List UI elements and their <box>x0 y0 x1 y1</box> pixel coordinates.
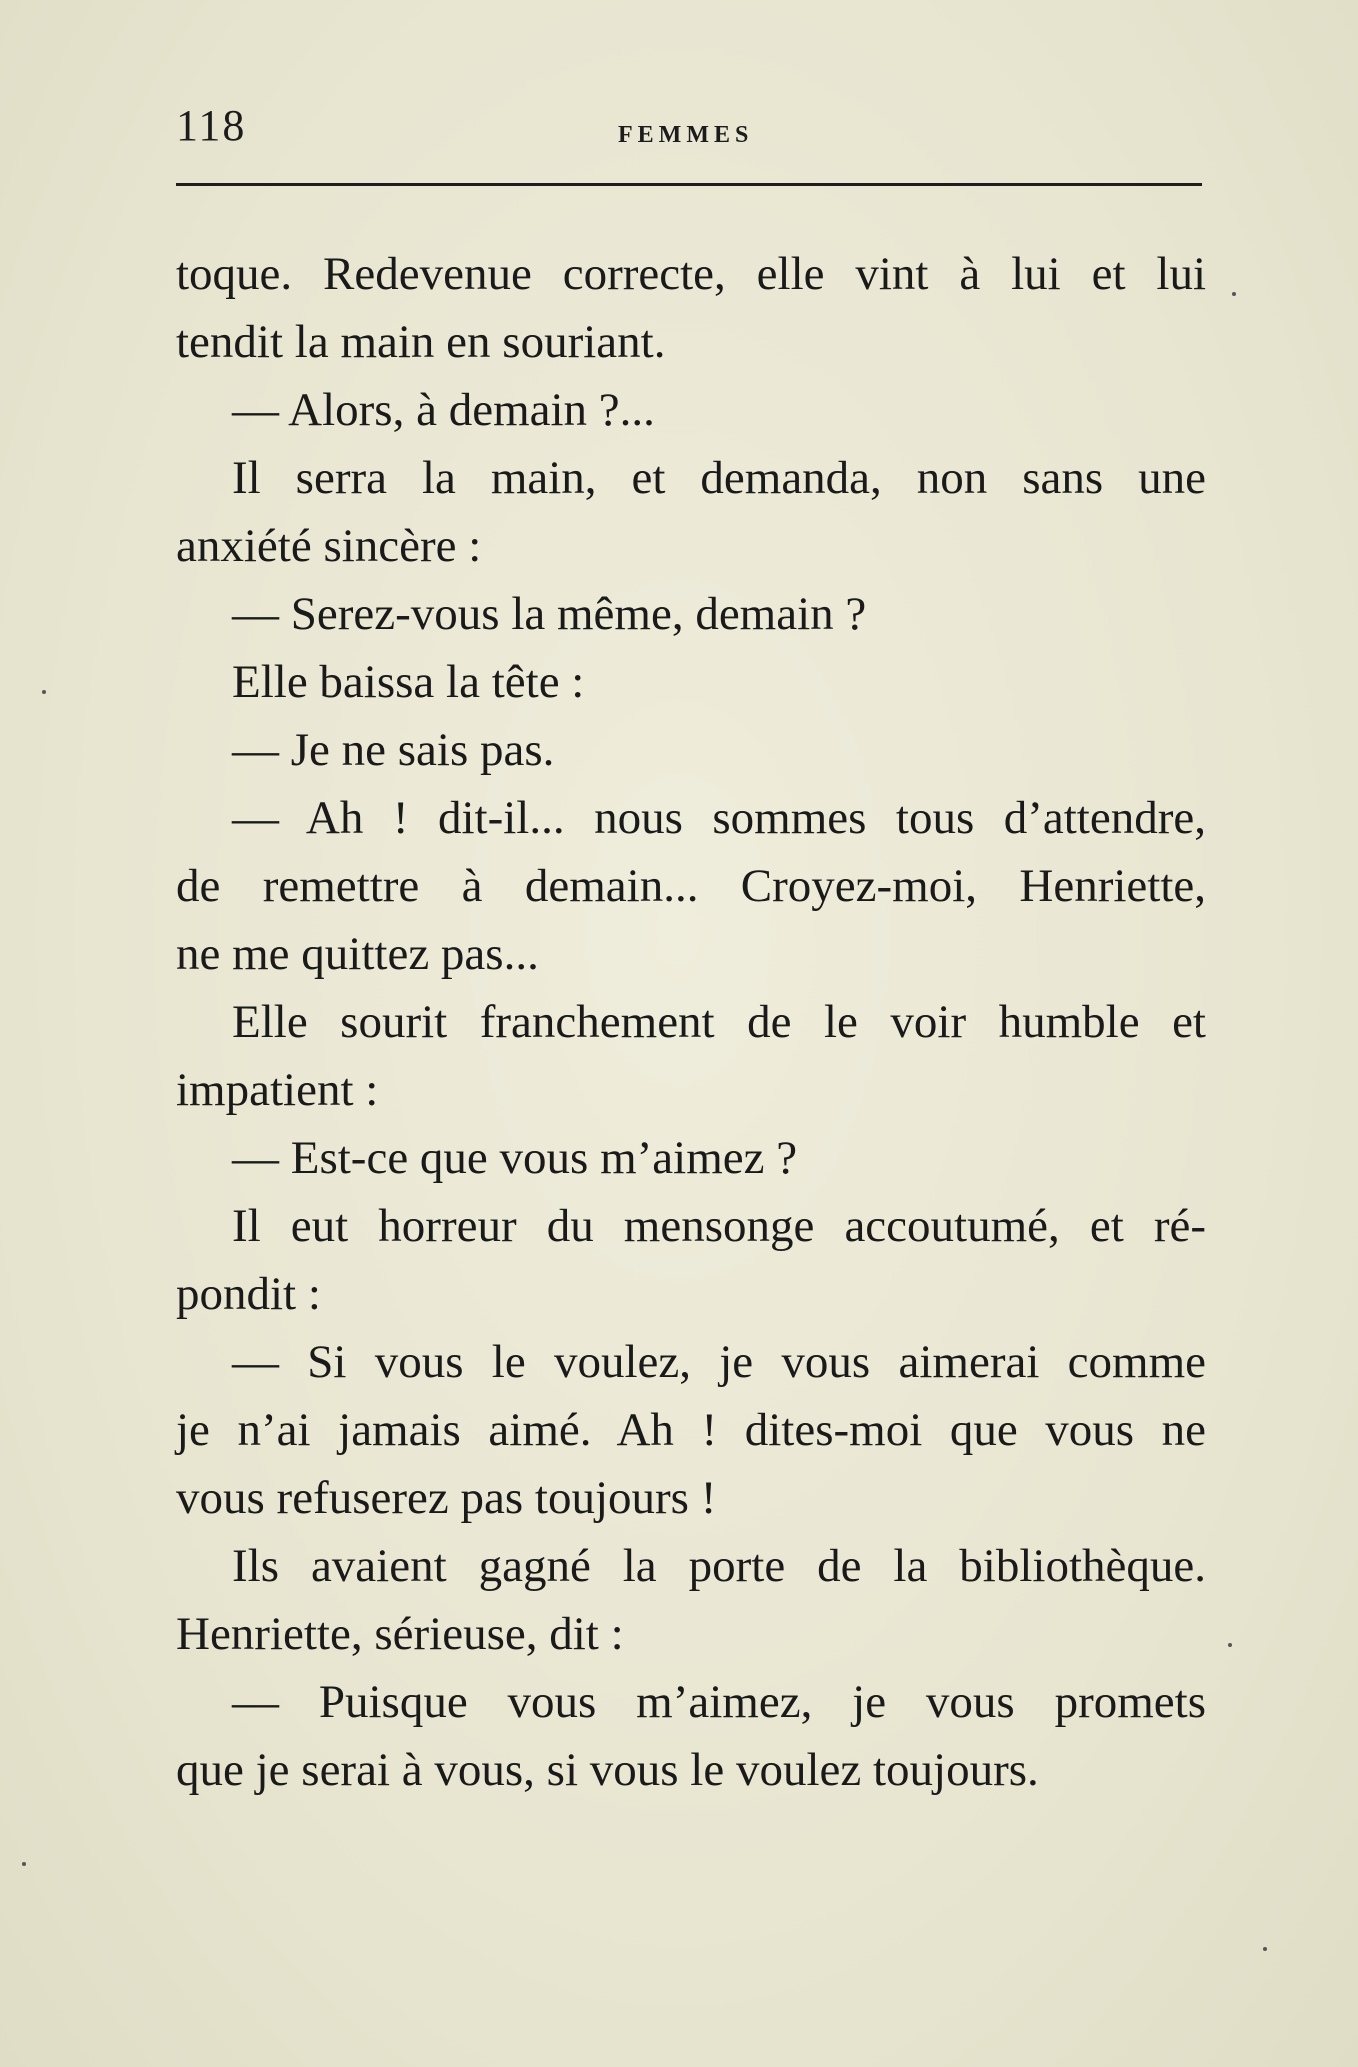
text-line: anxiété sincère : <box>176 520 482 572</box>
text-line: Il serra la main, et demanda, non sans une <box>232 452 1206 504</box>
page-header <box>176 100 1202 160</box>
text-line: — Est-ce que vous m’aimez ? <box>232 1132 798 1184</box>
page-number: 118 <box>176 101 247 150</box>
text-line: Ils avaient gagné la porte de la bibliothèque. <box>232 1540 1206 1592</box>
text-line: Il eut horreur du mensonge accoutumé, et ré- <box>232 1200 1206 1252</box>
paper-speck <box>1228 1643 1232 1647</box>
text-line: je n’ai jamais aimé. Ah ! dites-moi que vous ne <box>176 1404 1206 1456</box>
header-rule <box>176 183 1202 186</box>
text-line: toque. Redevenue correcte, elle vint à lui et lui <box>176 248 1206 300</box>
text-line: — Ah ! dit-il... nous sommes tous d’attendre, <box>232 792 1206 844</box>
text-line: que je serai à vous, si vous le voulez toujours. <box>176 1744 1039 1796</box>
text-line: tendit la main en souriant. <box>176 316 666 368</box>
text-line: Henriette, sérieuse, dit : <box>176 1608 624 1660</box>
running-title: FEMMES <box>618 122 754 148</box>
paper-speck <box>1263 1947 1267 1951</box>
text-line: impatient : <box>176 1064 379 1116</box>
text-line: — Alors, à demain ?... <box>232 384 655 436</box>
text-line: — Serez-vous la même, demain ? <box>232 588 867 640</box>
text-line: Elle sourit franchement de le voir humble et <box>232 996 1206 1048</box>
text-line: ne me quittez pas... <box>176 928 539 980</box>
paper-speck <box>1232 292 1236 296</box>
text-line: — Puisque vous m’aimez, je vous promets <box>232 1676 1206 1728</box>
text-line: vous refuserez pas toujours ! <box>176 1472 717 1524</box>
text-line: de remettre à demain... Croyez-moi, Henriette, <box>176 860 1206 912</box>
body-text <box>176 240 1206 1804</box>
paper-speck <box>42 690 46 694</box>
text-line: — Si vous le voulez, je vous aimerai comme <box>232 1336 1206 1388</box>
text-line: — Je ne sais pas. <box>232 724 555 776</box>
text-line: Elle baissa la tête : <box>232 656 585 708</box>
text-line: pondit : <box>176 1268 321 1320</box>
paper-speck <box>22 1862 26 1866</box>
